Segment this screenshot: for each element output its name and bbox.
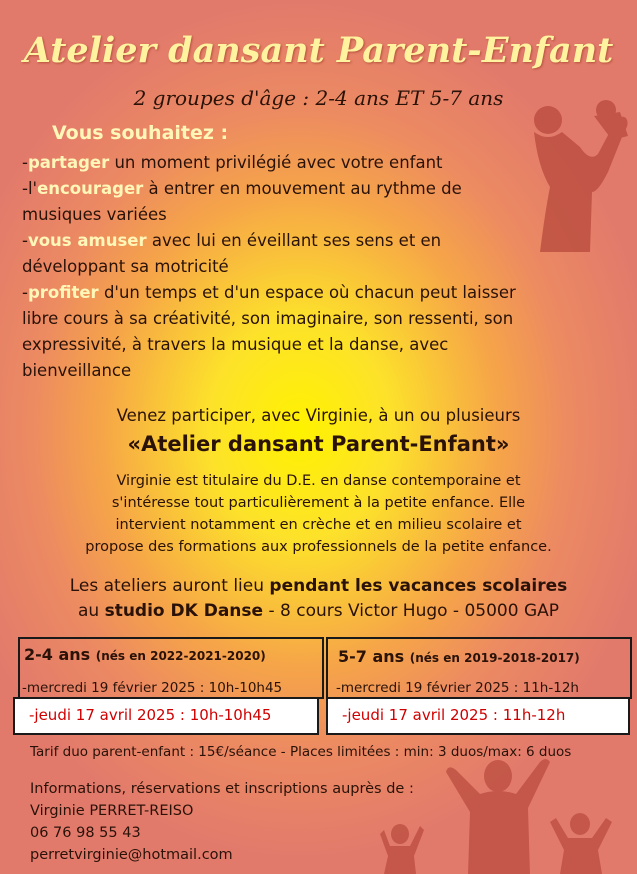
contact-info: Informations, réservations et inscriptions auprès de : Virginie PERRET-REISO 06 76 98 55 43 perretvirginie@hotmail.com <box>30 778 414 866</box>
contact-email: perretvirginie@hotmail.com <box>30 847 233 863</box>
group-2-4-box <box>18 637 324 699</box>
poster-title: Atelier dansant Parent-Enfant <box>23 30 614 71</box>
session-thursday-2-4: -jeudi 17 avril 2025 : 10h-10h45 <box>13 697 319 735</box>
invite-line: Venez participer, avec Virginie, à un ou plusieurs <box>116 406 521 425</box>
instructor-bio: Virginie est titulaire du D.E. en danse contemporaine et s'intéresse tout particulièrement à la petite enfance. Elle intervient notamment en crèche et en milieu scolaire et propose des formations aux professionnels de la petite enfance. <box>85 473 552 555</box>
atelier-name: «Atelier dansant Parent-Enfant» <box>127 432 510 456</box>
benefits-list <box>22 150 542 384</box>
benefit-item: -partager un moment privilégié avec votre enfant <box>22 153 443 172</box>
group-5-7-box <box>326 637 632 699</box>
venue-info: Les ateliers auront lieu pendant les vacances scolaires au studio DK Danse - 8 cours Victor Hugo - 05000 GAP <box>69 576 568 621</box>
session-wednesday: -mercredi 19 février 2025 : 11h-12h <box>336 680 579 696</box>
benefit-item: -l'encourager à entrer en mouvement au rythme de musiques variées <box>22 179 462 224</box>
group-age-title: 2-4 ans (nés en 2022-2021-2020) <box>24 645 266 664</box>
group-age-title: 5-7 ans (nés en 2019-2018-2017) <box>338 647 580 666</box>
age-groups-subtitle: 2 groupes d'âge : 2-4 ans ET 5-7 ans <box>133 86 504 110</box>
family-silhouette-bottom <box>380 752 637 874</box>
benefit-item: -profiter d'un temps et d'un espace où chacun peut laisser libre cours à sa créativité, son imaginaire, son ressenti, son expressivité, à travers la musique et la danse, avec bienveillance <box>22 283 516 380</box>
benefit-item: -vous amuser avec lui en éveillant ses sens et en développant sa motricité <box>22 231 442 276</box>
session-thursday-5-7: -jeudi 17 avril 2025 : 11h-12h <box>326 697 630 735</box>
contact-phone: 06 76 98 55 43 <box>30 825 141 841</box>
intro-heading: Vous souhaitez : <box>52 122 229 144</box>
price-info: Tarif duo parent-enfant : 15€/séance - Places limitées : min: 3 duos/max: 6 duos <box>30 744 572 760</box>
contact-name: Virginie PERRET-REISO <box>30 803 194 819</box>
session-wednesday: -mercredi 19 février 2025 : 10h-10h45 <box>22 680 283 696</box>
